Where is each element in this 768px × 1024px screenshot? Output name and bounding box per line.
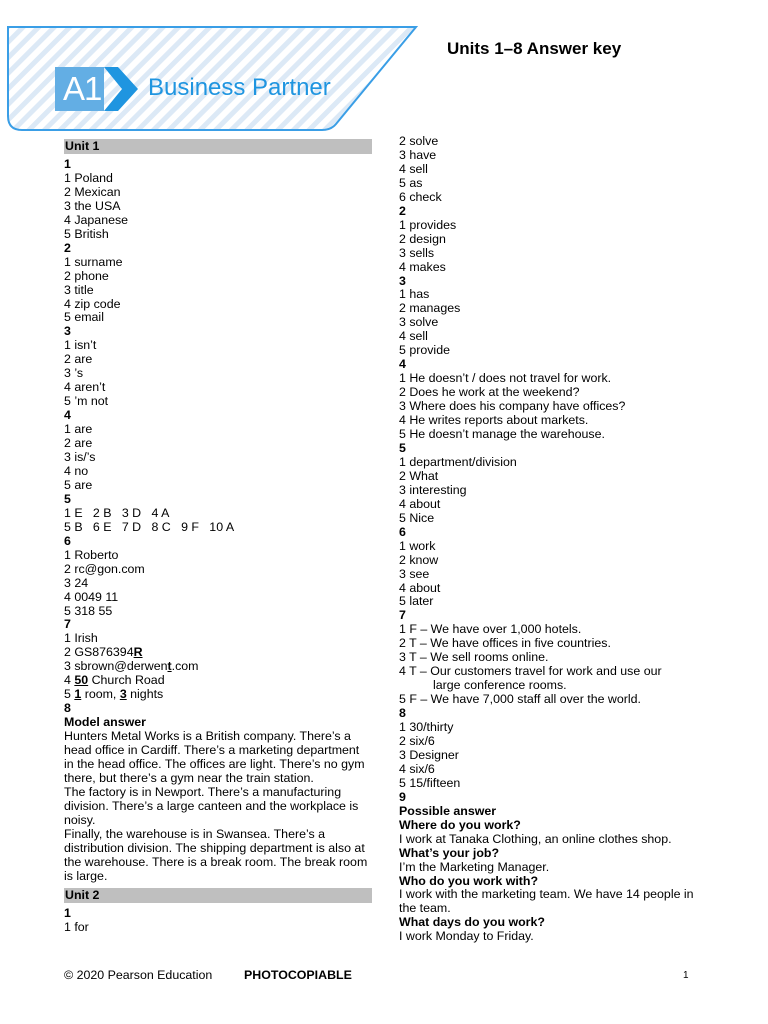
answer-line: 6 check [399, 189, 442, 204]
answer-line: 2 What [399, 468, 439, 483]
answer-line: 2 T – We have offices in five countries. [399, 636, 611, 651]
exercise-number: 5 [399, 440, 406, 455]
possible-answer-label: Possible answer [399, 803, 497, 818]
answer-text: 2 GS876394 [64, 645, 134, 660]
answer-line: 1 are [64, 422, 93, 437]
answer-line: 4 zip code [64, 296, 121, 311]
answer-line: 3 Where does his company have offices? [399, 399, 626, 414]
answer-line: 3 T – We sell rooms online. [399, 650, 549, 665]
left-column [64, 139, 372, 934]
answer-line: 4 no [64, 463, 89, 478]
answer-line: 1 work [399, 538, 436, 553]
answer-line: 3 see [399, 566, 430, 581]
answer-line [64, 688, 372, 702]
answer-line: 3 the USA [64, 198, 121, 213]
exercise-number: 3 [64, 324, 71, 339]
answer-line: 1 30/thirty [399, 720, 454, 735]
exercise-number: 8 [64, 701, 71, 716]
model-answer-paragraph: Hunters Metal Works is a British company. There’s a head office in Cardiff. There’s a marketing department in the head office. The offices are light. There’s no gym there, but there’s a gym near the train station. [64, 729, 365, 785]
answer-line: 1 F – We have over 1,000 hotels. [399, 622, 582, 637]
level-badge: A1 [63, 70, 102, 107]
answer-line: 5 F – We have 7,000 staff all over the world. [399, 692, 641, 707]
correction-highlight: 1 [74, 687, 82, 702]
exercise-number: 2 [399, 203, 406, 218]
unit-1-heading: Unit 1 [64, 139, 372, 154]
answer-line [64, 646, 372, 660]
correction-highlight: 3 [119, 687, 127, 702]
exercise-number: 4 [399, 357, 406, 372]
answer-line: 3 sells [399, 245, 435, 260]
answer-line: 1 Irish [64, 631, 98, 646]
answer-line: 1 surname [64, 254, 123, 269]
answer-line: 3 Designer [399, 747, 459, 762]
answer-line: 5 B 6 E 7 D 8 C 9 F 10 A [64, 519, 235, 534]
answer-line: 3 interesting [399, 482, 467, 497]
answer: I’m the Marketing Manager. [399, 859, 550, 874]
model-answer-paragraph: Finally, the warehouse is in Swansea. There’s a distribution division. The shipping department is also at the warehouse. There is a break room. The break room is large. [64, 826, 368, 883]
photocopiable-label: PHOTOCOPIABLE [244, 968, 352, 982]
answer-line: 2 phone [64, 268, 109, 283]
answer-line: 2 design [399, 231, 446, 246]
answer-line: 5 ’m not [64, 394, 109, 409]
answer-line: 4 T – Our customers travel for work and use our [399, 664, 662, 679]
answer-line: 1 provides [399, 217, 457, 232]
exercise-number: 3 [399, 273, 406, 288]
unit-2-heading: Unit 2 [64, 888, 372, 903]
answer-line: 1 for [64, 919, 89, 934]
answer-line: 5 15/fifteen [399, 775, 461, 790]
answer-line: 5 318 55 [64, 603, 113, 618]
answer-line: 2 rc@gon.com [64, 561, 145, 576]
answer-line [64, 660, 372, 674]
answer-line: 1 He doesn’t / does not travel for work. [399, 371, 612, 386]
answer-line: 2 solve [399, 134, 439, 148]
page-title: Units 1–8 Answer key [447, 39, 622, 58]
answer-line: 2 Does he work at the weekend? [399, 385, 580, 400]
answer-text: 5 [64, 687, 75, 702]
exercise-number: 2 [64, 240, 71, 255]
answer-line [64, 674, 372, 688]
exercise-number: 7 [399, 608, 406, 623]
answer-line: 3 title [64, 282, 94, 297]
exercise-number: 6 [64, 533, 71, 548]
answer-line: 5 He doesn’t manage the warehouse. [399, 427, 605, 442]
answer: I work with the marketing team. We have 14 people in the team. [399, 887, 694, 916]
answer-line: 4 Japanese [64, 212, 129, 227]
answer-line: 4 six/6 [399, 761, 435, 776]
answer-line: 4 aren’t [64, 380, 106, 395]
exercise-number: 1 [64, 157, 71, 171]
answer-line: 2 Mexican [64, 184, 121, 199]
question: What days do you work? [399, 915, 545, 930]
answer: I work at Tanaka Clothing, an online clothes shop. [399, 831, 672, 846]
answer-line: 1 has [399, 287, 430, 302]
exercise-number: 9 [399, 789, 406, 804]
answer-line: 5 email [64, 310, 104, 325]
answer-text: room, [81, 687, 120, 702]
answer-line: 4 about [399, 580, 441, 595]
exercise-number: 1 [64, 905, 71, 920]
answer-line: 4 makes [399, 259, 446, 274]
answer-line: 3 24 [64, 575, 89, 590]
answer-text: 4 [64, 673, 75, 688]
question: Who do you work with? [399, 873, 539, 888]
page-header [0, 0, 768, 135]
exercise-number: 7 [64, 617, 71, 632]
answer-line: 1 E 2 B 3 D 4 A [64, 505, 170, 520]
brand-name: Business Partner [148, 74, 331, 101]
answer-line: 4 sell [399, 161, 428, 176]
exercise-number: 6 [399, 524, 406, 539]
answer-line: 2 are [64, 352, 93, 367]
answer-line: 5 as [399, 175, 423, 190]
answer-line: 1 Poland [64, 170, 113, 185]
correction-highlight: 50 [74, 673, 89, 688]
right-column [399, 135, 704, 944]
page-number: 1 [683, 970, 689, 981]
answer-line: 1 isn’t [64, 338, 97, 353]
answer-line: 4 about [399, 496, 441, 511]
exercise-number: 4 [64, 408, 71, 423]
answer: I work Monday to Friday. [399, 929, 534, 944]
answer-line: 5 provide [399, 343, 450, 358]
answer-line: 4 He writes reports about markets. [399, 413, 589, 428]
answer-line: 3 ’s [64, 366, 84, 381]
copyright-notice: © 2020 Pearson Education [64, 968, 213, 982]
answer-line: 2 are [64, 436, 93, 451]
answer-line: 5 Nice [399, 510, 435, 525]
model-answer-paragraph: The factory is in Newport. There’s a manufacturing division. There’s a large canteen and the workplace is noisy. [64, 784, 359, 827]
correction-highlight: R [133, 645, 143, 660]
answer-line: 3 is/’s [64, 450, 96, 465]
answer-line: 5 British [64, 226, 109, 241]
answer-line: 1 department/division [399, 454, 517, 469]
answer-line-continued: large conference rooms. [433, 678, 567, 693]
answer-line: 4 sell [399, 329, 428, 344]
question: Where do you work? [399, 817, 521, 832]
answer-line: 5 later [399, 594, 434, 609]
exercise-number: 5 [64, 491, 71, 506]
exercise-number: 8 [399, 706, 406, 721]
answer-line: 1 Roberto [64, 547, 119, 562]
answer-text: 3 sbrown@derwen [64, 659, 168, 674]
answer-text: .com [171, 659, 199, 674]
header-banner [0, 0, 768, 135]
question: What’s your job? [399, 845, 500, 860]
answer-line: 5 are [64, 477, 93, 492]
answer-line: 2 manages [399, 301, 461, 316]
answer-text: Church Road [88, 673, 165, 688]
answer-line: 3 have [399, 147, 437, 162]
answer-line: 3 solve [399, 315, 439, 330]
answer-line: 2 know [399, 552, 439, 567]
correction-highlight: t [167, 659, 172, 674]
answer-line: 4 0049 11 [64, 589, 119, 604]
answer-line: 2 six/6 [399, 733, 435, 748]
model-answer-label: Model answer [64, 715, 146, 730]
answer-text: nights [126, 687, 164, 702]
